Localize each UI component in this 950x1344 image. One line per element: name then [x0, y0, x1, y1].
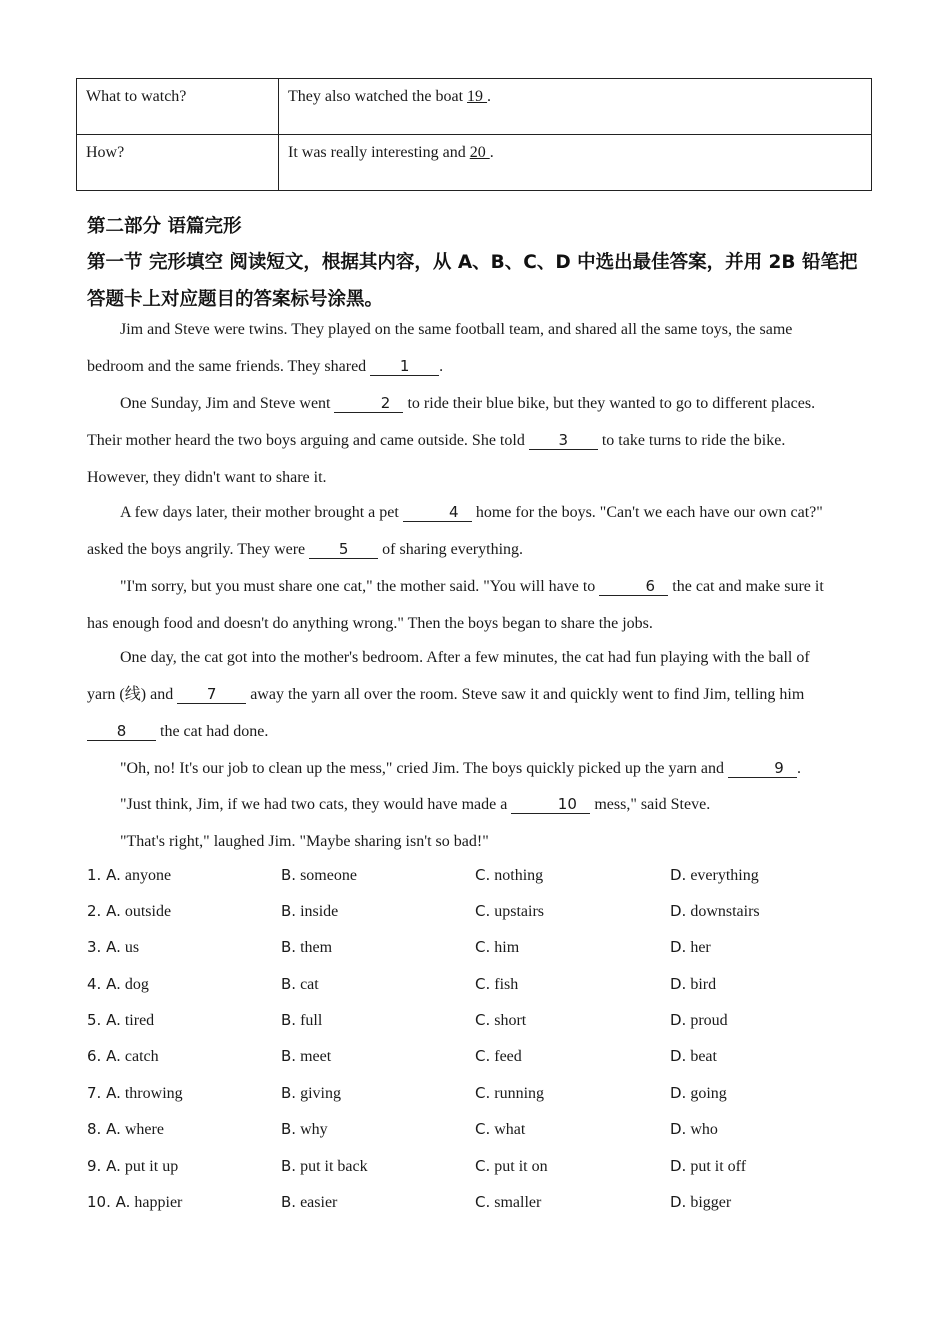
passage-line: Jim and Steve were twins. They played on the same football team, and shared all the same toys, the same	[120, 321, 793, 338]
option-b: B. full	[281, 1011, 323, 1029]
blank-1: 1	[370, 358, 439, 376]
table-label-cell: What to watch?	[77, 79, 279, 135]
option-c: C. him	[475, 938, 520, 956]
option-row	[87, 1047, 867, 1069]
option-d: D. put it off	[670, 1157, 747, 1175]
option-a: 3. A. us	[87, 938, 140, 956]
passage-line: "Oh, no! It's our job to clean up the mess," cried Jim. The boys quickly picked up the yarn and 9 .	[120, 759, 801, 777]
option-a: 1. A. anyone	[87, 866, 172, 884]
passage-line: One Sunday, Jim and Steve went 2 to ride their blue bike, but they wanted to go to different places.	[120, 394, 816, 412]
option-row	[87, 1120, 867, 1142]
option-a: 7. A. throwing	[87, 1084, 183, 1102]
option-row	[87, 902, 867, 924]
blank-10: 10	[511, 796, 590, 814]
table-label-cell: How?	[77, 135, 279, 191]
blank-4: 4	[403, 504, 472, 522]
blank-5: 5	[309, 541, 378, 559]
option-row	[87, 975, 867, 997]
option-c: C. running	[475, 1084, 545, 1102]
blank-9: 9	[728, 760, 797, 778]
passage-line: "That's right," laughed Jim. "Maybe sharing isn't so bad!"	[120, 833, 489, 850]
option-d: D. beat	[670, 1047, 717, 1065]
option-row	[87, 1084, 867, 1106]
info-table	[76, 78, 872, 191]
instruction-line-1: 第一节 完形填空 阅读短文，根据其内容，从 A、B、C、D 中选出最佳答案，并用 2B 铅笔把	[87, 252, 858, 273]
option-b: B. meet	[281, 1047, 332, 1065]
instruction-line-2: 答题卡上对应题目的答案标号涂黑。	[87, 289, 384, 310]
option-d: D. proud	[670, 1011, 728, 1029]
option-a: 10. A. happier	[87, 1193, 183, 1211]
option-b: B. cat	[281, 975, 319, 993]
blank-3: 3	[529, 432, 598, 450]
option-a: 9. A. put it up	[87, 1157, 179, 1175]
option-c: C. nothing	[475, 866, 544, 884]
option-row	[87, 1011, 867, 1033]
option-row	[87, 866, 867, 888]
passage-line: "I'm sorry, but you must share one cat," the mother said. "You will have to 6 the cat and make sure it	[120, 577, 824, 595]
table-row	[77, 135, 872, 191]
option-d: D. downstairs	[670, 902, 760, 920]
passage-line: asked the boys angrily. They were 5 of sharing everything.	[87, 540, 524, 558]
passage-line: However, they didn't want to share it.	[87, 469, 327, 486]
option-b: B. them	[281, 938, 333, 956]
option-b: B. inside	[281, 902, 339, 920]
option-row	[87, 1157, 867, 1179]
option-b: B. giving	[281, 1084, 341, 1102]
passage-line: has enough food and doesn't do anything wrong." Then the boys began to share the jobs.	[87, 615, 653, 632]
option-d: D. going	[670, 1084, 727, 1102]
option-c: C. feed	[475, 1047, 522, 1065]
option-d: D. everything	[670, 866, 759, 884]
option-a: 5. A. tired	[87, 1011, 155, 1029]
option-c: C. put it on	[475, 1157, 548, 1175]
passage-line: yarn (线) and 7 away the yarn all over the room. Steve saw it and quickly went to find Jim, telling him	[87, 685, 805, 703]
option-c: C. upstairs	[475, 902, 545, 920]
option-d: D. her	[670, 938, 711, 956]
option-row	[87, 938, 867, 960]
passage-line: "Just think, Jim, if we had two cats, they would have made a 10 mess," said Steve.	[120, 795, 711, 813]
passage-line: A few days later, their mother brought a pet 4 home for the boys. "Can't we each have our own cat?"	[120, 503, 823, 521]
table-content-cell: They also watched the boat 19 .	[279, 79, 872, 135]
answer-blank: 20	[469, 144, 490, 161]
passage-line: bedroom and the same friends. They shared 1 .	[87, 357, 444, 375]
section-title: 第二部分 语篇完形	[87, 216, 242, 237]
option-d: D. bird	[670, 975, 717, 993]
table-content-cell: It was really interesting and 20 .	[279, 135, 872, 191]
blank-6: 6	[599, 578, 668, 596]
option-c: C. what	[475, 1120, 526, 1138]
blank-7: 7	[177, 686, 246, 704]
option-b: B. someone	[281, 866, 357, 884]
option-c: C. fish	[475, 975, 519, 993]
option-row	[87, 1193, 867, 1215]
option-a: 2. A. outside	[87, 902, 172, 920]
answer-blank: 19	[467, 88, 488, 105]
option-d: D. who	[670, 1120, 718, 1138]
option-a: 6. A. catch	[87, 1047, 159, 1065]
option-a: 4. A. dog	[87, 975, 149, 993]
option-b: B. why	[281, 1120, 328, 1138]
option-c: C. smaller	[475, 1193, 542, 1211]
option-a: 8. A. where	[87, 1120, 164, 1138]
option-b: B. put it back	[281, 1157, 368, 1175]
table-row	[77, 79, 872, 135]
passage-line: Their mother heard the two boys arguing and came outside. She told 3 to take turns to ride the bike.	[87, 431, 786, 449]
option-d: D. bigger	[670, 1193, 732, 1211]
option-b: B. easier	[281, 1193, 338, 1211]
passage-line: One day, the cat got into the mother's bedroom. After a few minutes, the cat had fun playing with the ball of	[120, 649, 810, 666]
blank-8: 8	[87, 723, 156, 741]
blank-2: 2	[334, 395, 403, 413]
option-c: C. short	[475, 1011, 527, 1029]
passage-line: 8 the cat had done.	[87, 722, 867, 742]
